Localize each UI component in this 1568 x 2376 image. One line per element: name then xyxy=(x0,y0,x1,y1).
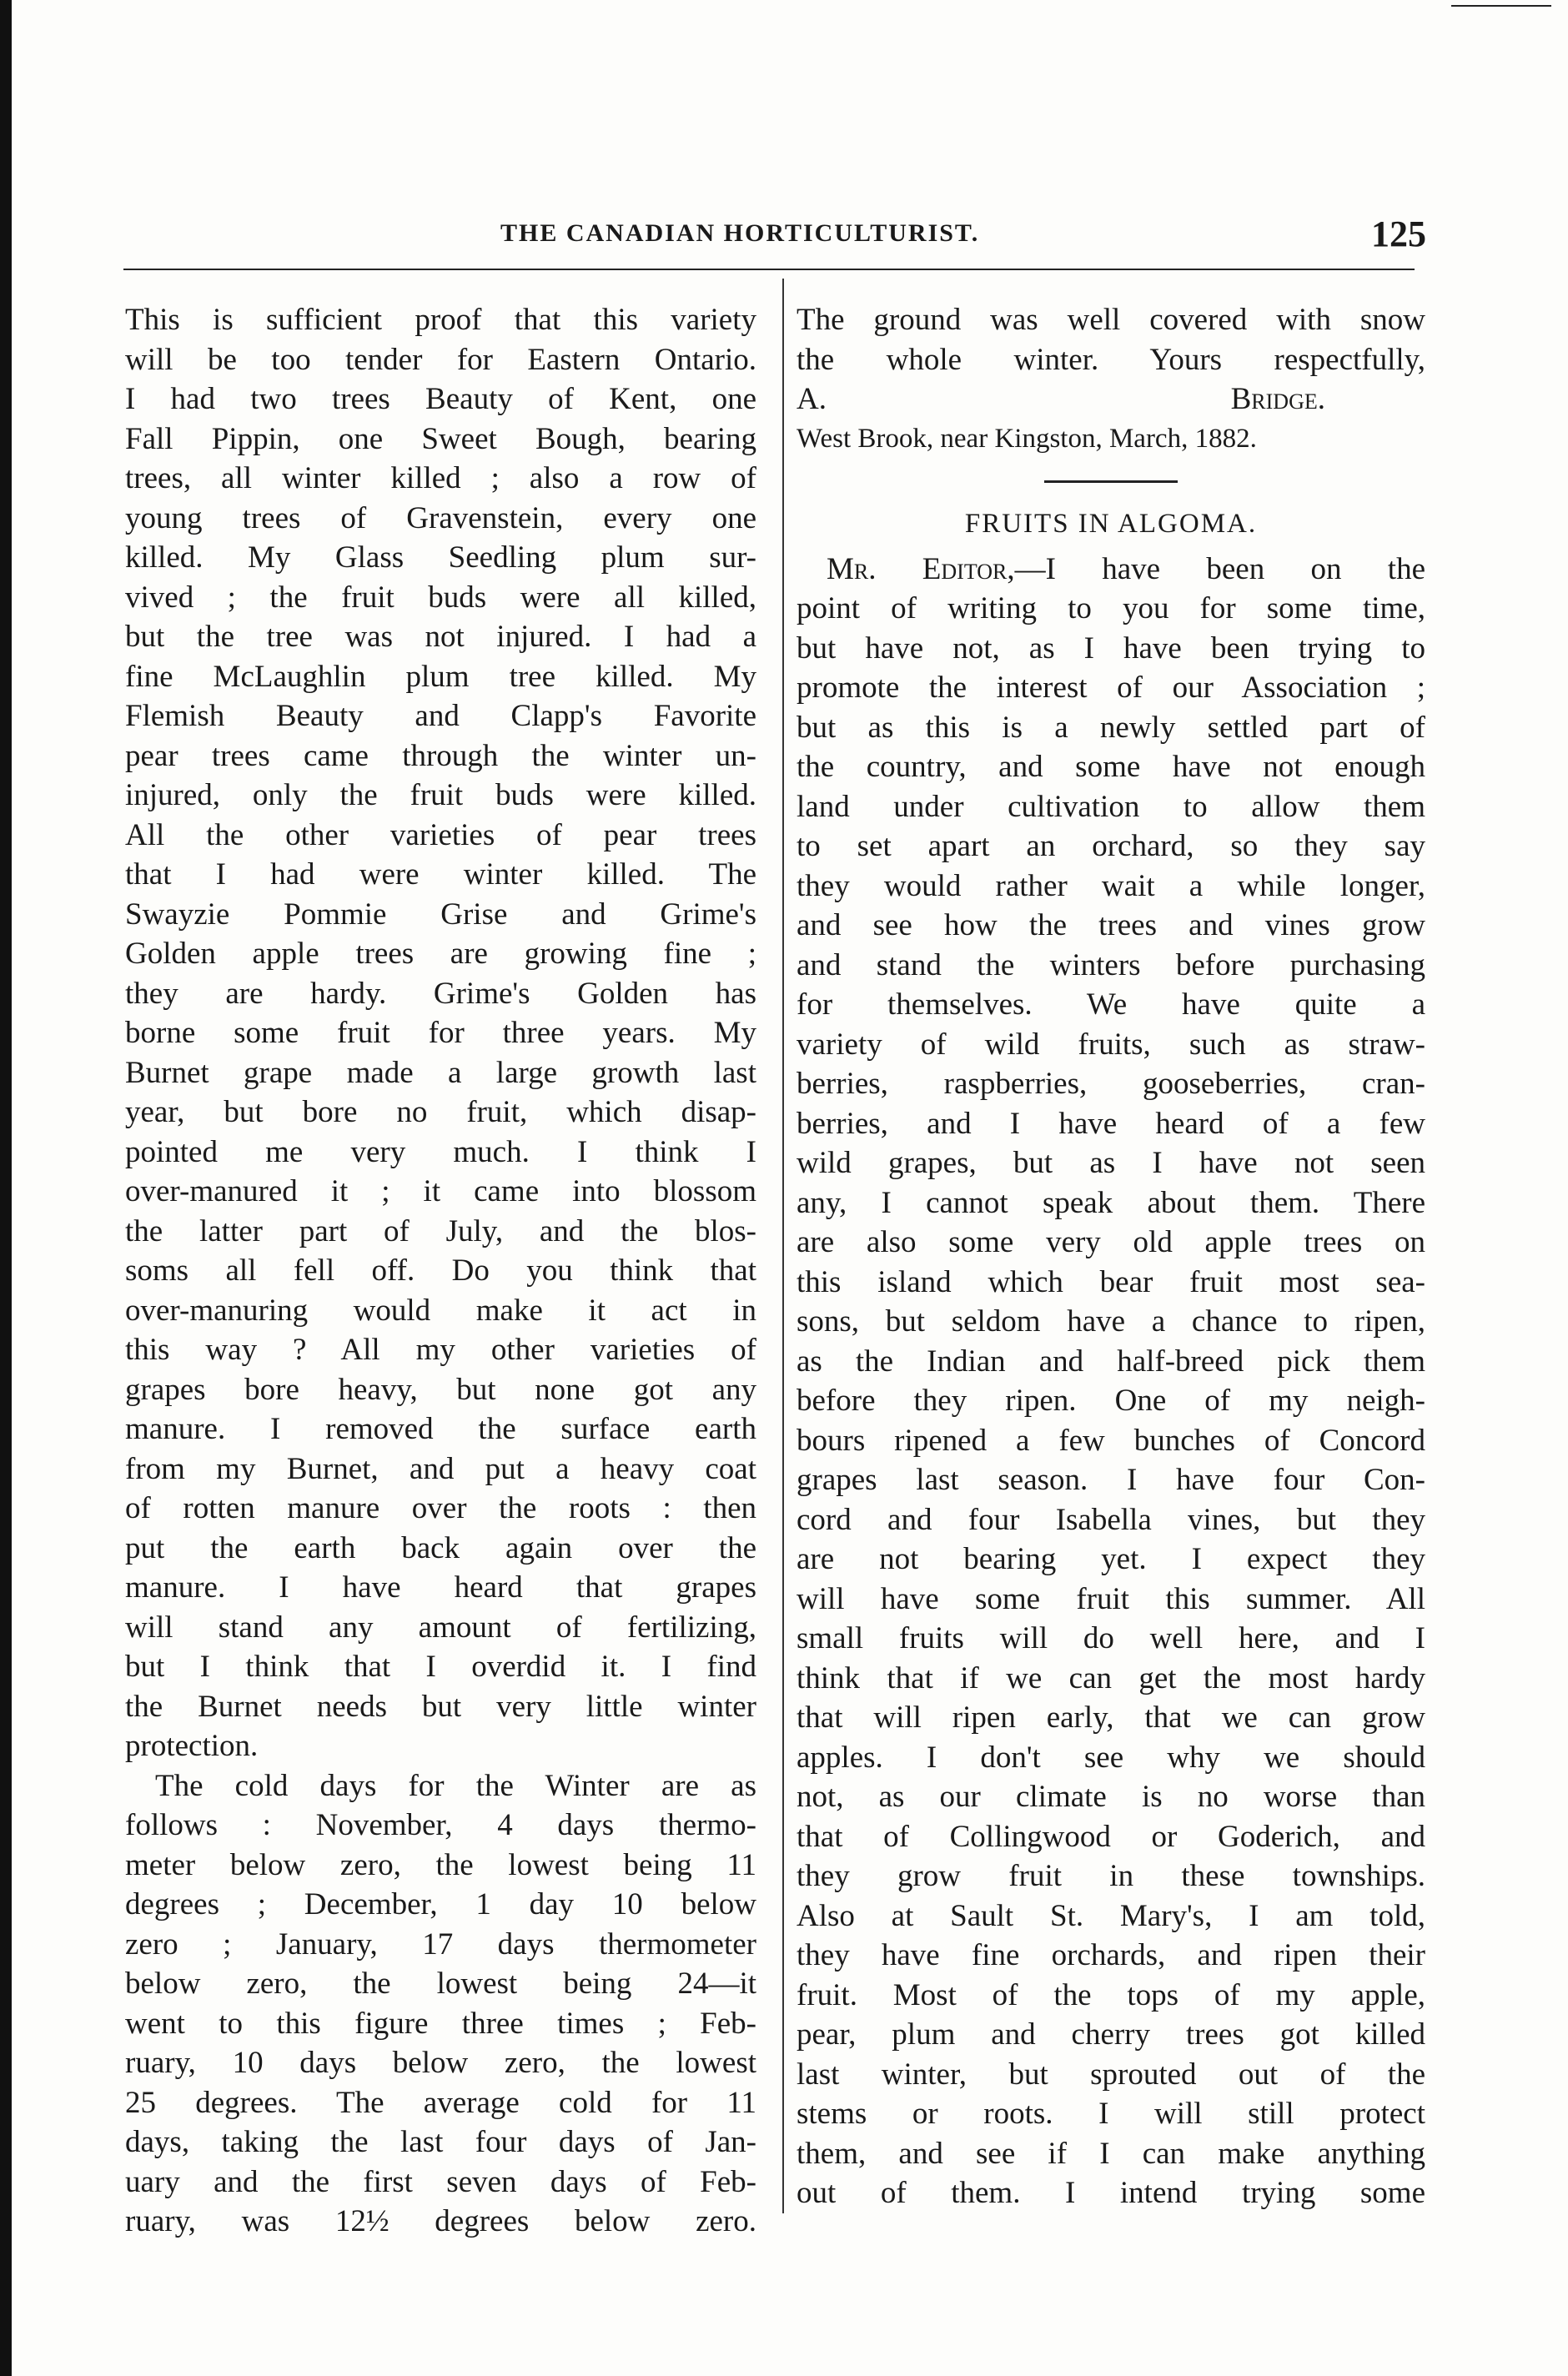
running-title: THE CANADIAN HORTICULTURIST. xyxy=(500,219,980,247)
text-line: wild grapes, but as I have not seen xyxy=(797,1146,1425,1180)
text-line: of rotten manure over the roots : then xyxy=(125,1491,756,1525)
text-line: cord and four Isabella vines, but they xyxy=(797,1502,1425,1537)
text-line: they would rather wait a while longer, xyxy=(797,868,1425,903)
text-line: bours ripened a few bunches of Concord xyxy=(797,1423,1425,1458)
text-line: over-manuring would make it act in xyxy=(125,1293,756,1328)
text-line: point of writing to you for some time, xyxy=(797,591,1425,625)
text-line: they grow fruit in these townships. xyxy=(797,1859,1425,1893)
text-line: the latter part of July, and the blos- xyxy=(125,1213,756,1248)
text-line: This is sufficient proof that this variety xyxy=(125,303,756,337)
salutation: Mr. Editor, xyxy=(827,551,1015,586)
text-line: the whole winter. Yours respectfully, xyxy=(797,342,1425,377)
text-line: Burnet grape made a large growth last xyxy=(125,1055,756,1090)
text-line: borne some fruit for three years. My xyxy=(125,1016,756,1050)
text-line: manure. I have heard that grapes xyxy=(125,1570,756,1605)
text-line: young trees of Gravenstein, every one xyxy=(125,500,756,535)
text-line: over-manured it ; it came into blossom xyxy=(125,1174,756,1208)
text-line: that I had were winter killed. The xyxy=(125,857,756,892)
text-line: 25 degrees. The average cold for 11 xyxy=(125,2085,756,2120)
text-line: berries, raspberries, gooseberries, cran- xyxy=(797,1067,1425,1101)
text-line: All the other varieties of pear trees xyxy=(125,817,756,852)
text-line: will stand any amount of fertilizing, xyxy=(125,1610,756,1645)
text-line: that will ripen early, that we can grow xyxy=(797,1700,1425,1735)
right-column xyxy=(797,300,1425,2213)
text-line: this island which bear fruit most sea- xyxy=(797,1264,1425,1299)
text-line: uary and the first seven days of Feb- xyxy=(125,2164,756,2199)
text-line: last winter, but sprouted out of the xyxy=(797,2057,1425,2092)
text-line: killed. My Glass Seedling plum sur- xyxy=(125,540,756,575)
column-divider xyxy=(782,279,784,2213)
text-line: they are hardy. Grime's Golden has xyxy=(125,976,756,1011)
header-rule xyxy=(123,269,1415,270)
text-line: this way ? All my other varieties of xyxy=(125,1333,756,1367)
text-line: and see how the trees and vines grow xyxy=(797,908,1425,942)
text-line: days, taking the last four days of Jan- xyxy=(125,2125,756,2159)
text-line: trees, all winter killed ; also a row of xyxy=(125,461,756,495)
section-title: FRUITS IN ALGOMA. xyxy=(964,509,1258,539)
text-line: to set apart an orchard, so they say xyxy=(797,829,1425,863)
text-line: stems or roots. I will still protect xyxy=(797,2097,1425,2131)
text-line: apples. I don't see why we should xyxy=(797,1740,1425,1775)
text-line: grapes bore heavy, but none got any xyxy=(125,1372,756,1407)
text-line: from my Burnet, and put a heavy coat xyxy=(125,1451,756,1486)
text-line: pear trees came through the winter un- xyxy=(125,738,756,773)
text-line: ruary, was 12½ degrees below zero. xyxy=(125,2204,756,2238)
text-line: out of them. I intend trying some xyxy=(797,2176,1425,2210)
text-line: sons, but seldom have a chance to ripen, xyxy=(797,1304,1425,1339)
article-first-line-text: —I have been on the xyxy=(1014,551,1425,586)
letter-closing xyxy=(797,300,1425,379)
text-line: protection. xyxy=(125,1729,259,1763)
article-first-line xyxy=(797,550,1425,590)
text-line: degrees ; December, 1 day 10 below xyxy=(125,1887,756,1921)
text-line: The cold days for the Winter are as xyxy=(155,1768,756,1803)
text-line: not, as our climate is no worse than xyxy=(797,1780,1425,1814)
text-line: that of Collingwood or Goderich, and xyxy=(797,1819,1425,1854)
text-line: are also some very old apple trees on xyxy=(797,1225,1425,1259)
text-line: ruary, 10 days below zero, the lowest xyxy=(125,2046,756,2080)
text-line: for themselves. We have quite a xyxy=(797,987,1425,1022)
text-line: them, and see if I can make anything xyxy=(797,2136,1425,2171)
text-line: any, I cannot speak about them. There xyxy=(797,1185,1425,1220)
text-line: I had two trees Beauty of Kent, one xyxy=(125,382,756,416)
text-line: Also at Sault St. Mary's, I am told, xyxy=(797,1898,1425,1933)
text-line: manure. I removed the surface earth xyxy=(125,1412,756,1446)
text-line: zero ; January, 17 days thermometer xyxy=(125,1926,756,1962)
text-line: pear, plum and cherry trees got killed xyxy=(797,2017,1425,2052)
text-line: but I think that I overdid it. I find xyxy=(125,1650,756,1684)
text-line: soms all fell off. Do you think that xyxy=(125,1253,756,1288)
text-line: the Burnet needs but very little winter xyxy=(125,1689,756,1724)
text-line: injured, only the fruit buds were killed. xyxy=(125,778,756,812)
signature: A. Bridge. xyxy=(797,382,1325,416)
text-line: but as this is a newly settled part of xyxy=(797,710,1425,745)
text-line: land under cultivation to allow them xyxy=(797,789,1425,824)
text-line: are not bearing yet. I expect they xyxy=(797,1542,1425,1576)
text-line: vived ; the fruit buds were all killed, xyxy=(125,580,756,615)
text-line: Golden apple trees are growing fine ; xyxy=(125,937,756,971)
text-line: grapes last season. I have four Con- xyxy=(797,1463,1425,1497)
text-line: put the earth back again over the xyxy=(125,1530,756,1565)
text-line: variety of wild fruits, such as straw- xyxy=(797,1027,1425,1062)
article-body xyxy=(797,589,1425,2213)
text-line: but the tree was not injured. I had a xyxy=(125,620,756,654)
dateline: West Brook, near Kingston, March, 1882. xyxy=(797,423,1257,454)
scan-binding-edge xyxy=(0,0,12,2376)
section-separator-rule xyxy=(1044,480,1178,483)
text-line: berries, and I have heard of a few xyxy=(797,1106,1425,1141)
text-line: will have some fruit this summer. All xyxy=(797,1581,1425,1616)
text-line: fine McLaughlin plum tree killed. My xyxy=(125,659,756,694)
text-line: and stand the winters before purchasing xyxy=(797,947,1425,982)
text-line: promote the interest of our Association ; xyxy=(797,671,1425,705)
text-line: Swayzie Pommie Grise and Grime's xyxy=(125,897,756,932)
text-line: below zero, the lowest being 24—it xyxy=(125,1967,756,2001)
corner-scan-mark xyxy=(1451,5,1551,7)
left-column xyxy=(125,300,756,2242)
text-line: Flemish Beauty and Clapp's Favorite xyxy=(125,699,756,733)
text-line: they have fine orchards, and ripen their xyxy=(797,1938,1425,1972)
page-number: 125 xyxy=(1371,213,1426,254)
text-line: the country, and some have not enough xyxy=(797,750,1425,784)
text-line: Fall Pippin, one Sweet Bough, bearing xyxy=(125,421,756,456)
text-line: fruit. Most of the tops of my apple, xyxy=(797,1977,1425,2012)
text-line: think that if we can get the most hardy xyxy=(797,1660,1425,1695)
text-line: pointed me very much. I think I xyxy=(125,1134,756,1169)
text-line: before they ripen. One of my neigh- xyxy=(797,1384,1425,1418)
left-paragraph-2 xyxy=(125,1766,756,2242)
text-line: will be too tender for Eastern Ontario. xyxy=(125,342,756,377)
text-line: year, but bore no fruit, which disap- xyxy=(125,1095,756,1129)
text-line: follows : November, 4 days thermo- xyxy=(125,1808,756,1842)
text-line: The ground was well covered with snow xyxy=(797,303,1425,337)
text-line: went to this figure three times ; Feb- xyxy=(125,2006,756,2041)
text-line: meter below zero, the lowest being 11 xyxy=(125,1847,756,1882)
text-line: but have not, as I have been trying to xyxy=(797,630,1425,666)
text-line: small fruits will do well here, and I xyxy=(797,1621,1425,1655)
text-line: as the Indian and half-breed pick them xyxy=(797,1344,1425,1379)
left-paragraph-1 xyxy=(125,300,756,1766)
running-header xyxy=(125,213,1426,263)
